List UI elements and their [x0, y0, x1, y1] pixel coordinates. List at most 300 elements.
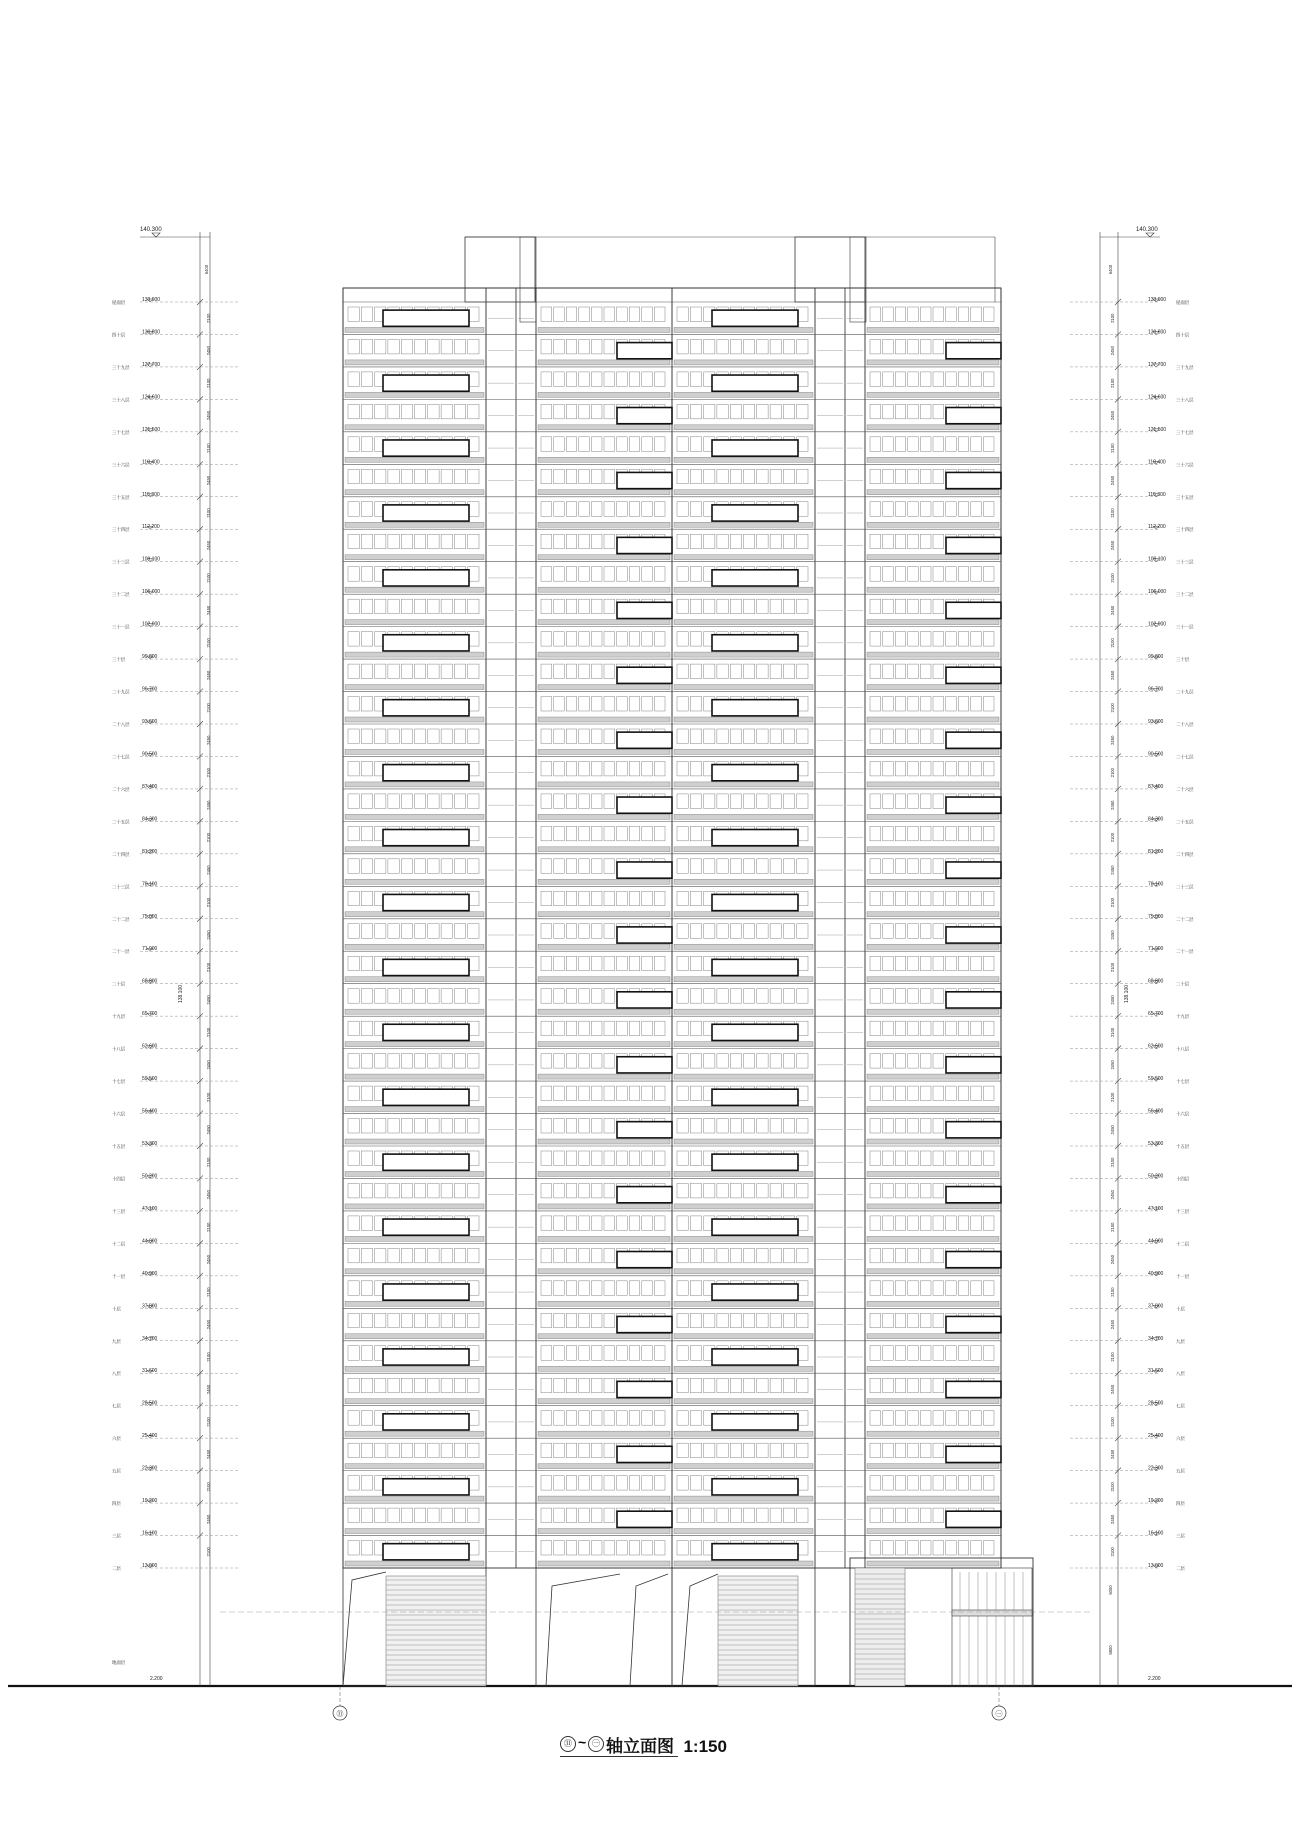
window-pane: [895, 469, 906, 483]
window-pane: [690, 761, 701, 775]
roof-dim-left: 6400: [204, 264, 209, 275]
window-pane: [401, 404, 412, 418]
window-pane: [375, 1443, 386, 1457]
balcony-band: [674, 587, 813, 592]
window-pane: [361, 404, 372, 418]
window-pane: [883, 1119, 894, 1133]
window-pane: [566, 1248, 577, 1262]
window-pane: [348, 372, 359, 386]
window-pane: [604, 794, 615, 808]
window-pane: [554, 664, 565, 678]
window-pane: [946, 1216, 957, 1230]
window-pane: [541, 1119, 552, 1133]
window-pane: [933, 1021, 944, 1035]
window-pane: [883, 1378, 894, 1392]
window-pane: [604, 1346, 615, 1360]
window-pane: [883, 307, 894, 321]
window-pane: [744, 729, 755, 743]
balcony-band: [538, 782, 670, 787]
floor-dim-left: 2450: [206, 410, 211, 421]
window-pane: [579, 1378, 590, 1392]
balcony-band: [538, 1042, 670, 1047]
floor-name-left: 十层: [112, 1306, 121, 1312]
window-pane: [946, 891, 957, 905]
balcony-band: [345, 1074, 484, 1079]
window-pane: [983, 502, 994, 516]
balcony-band: [345, 1269, 484, 1274]
floor-dim-right: 2450: [1110, 1449, 1115, 1460]
window-pane: [920, 1248, 931, 1262]
window-pane: [983, 307, 994, 321]
window-pane: [958, 1541, 969, 1555]
window-pane: [783, 794, 794, 808]
balcony-band: [674, 522, 813, 527]
window-pane: [541, 567, 552, 581]
window-pane: [690, 404, 701, 418]
projecting-bay: [383, 894, 469, 910]
window-pane: [579, 1183, 590, 1197]
window-pane: [690, 1346, 701, 1360]
window-pane: [783, 729, 794, 743]
window-pane: [717, 404, 728, 418]
window-pane: [870, 307, 881, 321]
floor-dim-right: 2450: [1110, 410, 1115, 421]
projecting-bay: [383, 1479, 469, 1495]
window-pane: [401, 1508, 412, 1522]
floor-elevation-right: 19.200: [1148, 1498, 1164, 1505]
window-pane: [591, 1183, 602, 1197]
window-pane: [757, 1378, 768, 1392]
projecting-bay: [383, 1219, 469, 1235]
window-pane: [629, 826, 640, 840]
window-pane: [690, 632, 701, 646]
floor-dim-left: 2100: [206, 1027, 211, 1038]
floor-elevation-left: 40.900: [142, 1270, 158, 1277]
window-pane: [770, 469, 781, 483]
window-pane: [554, 339, 565, 353]
window-pane: [541, 1313, 552, 1327]
window-pane: [541, 989, 552, 1003]
window-pane: [441, 1054, 452, 1068]
balcony-band: [538, 1236, 670, 1241]
projecting-bay: [946, 862, 1001, 878]
window-pane: [415, 1378, 426, 1392]
floor-dim-left: 2100: [206, 573, 211, 583]
title-label: [606, 1732, 727, 1757]
window-pane: [441, 859, 452, 873]
window-pane: [920, 437, 931, 451]
ground-floor-name: 地面层: [112, 1660, 126, 1665]
window-pane: [468, 1443, 479, 1457]
window-pane: [895, 989, 906, 1003]
window-pane: [971, 1086, 982, 1100]
window-pane: [677, 1248, 688, 1262]
floor-elevation-left: 121.500: [142, 426, 161, 433]
window-pane: [690, 956, 701, 970]
window-pane: [983, 1216, 994, 1230]
window-pane: [348, 989, 359, 1003]
window-pane: [757, 534, 768, 548]
floor-elevation-right: 109.100: [1148, 556, 1167, 563]
window-pane: [591, 469, 602, 483]
window-pane: [604, 1378, 615, 1392]
window-pane: [348, 1183, 359, 1197]
window-pane: [983, 761, 994, 775]
window-pane: [604, 761, 615, 775]
window-pane: [908, 534, 919, 548]
balcony-band: [345, 1236, 484, 1241]
window-pane: [361, 1281, 372, 1295]
window-pane: [541, 1411, 552, 1425]
balcony-band: [345, 457, 484, 462]
window-pane: [428, 1054, 439, 1068]
window-pane: [468, 1378, 479, 1392]
window-pane: [629, 1216, 640, 1230]
window-pane: [654, 1216, 665, 1230]
window-pane: [388, 989, 399, 1003]
window-pane: [704, 664, 715, 678]
window-pane: [895, 1541, 906, 1555]
window-pane: [704, 1119, 715, 1133]
window-pane: [983, 632, 994, 646]
window-pane: [617, 761, 628, 775]
window-pane: [554, 632, 565, 646]
floor-name-left: 屋面层: [112, 300, 126, 305]
projecting-bay: [712, 505, 798, 521]
balcony-band: [867, 847, 999, 852]
window-pane: [797, 1248, 808, 1262]
window-pane: [730, 1378, 741, 1392]
window-pane: [541, 859, 552, 873]
floor-name-left: 十七层: [112, 1079, 126, 1085]
window-pane: [604, 1443, 615, 1457]
window-pane: [554, 1476, 565, 1490]
balcony-band: [538, 1464, 670, 1469]
window-pane: [415, 859, 426, 873]
window-pane: [566, 1378, 577, 1392]
floor-dim-left: 2450: [206, 930, 211, 940]
floor-name-left: 六层: [112, 1436, 121, 1442]
floor-name-left: 七层: [112, 1403, 121, 1409]
window-pane: [933, 372, 944, 386]
window-pane: [717, 1183, 728, 1197]
window-pane: [770, 1443, 781, 1457]
window-pane: [554, 826, 565, 840]
window-pane: [541, 664, 552, 678]
floor-dim-left: 2100: [206, 313, 211, 323]
window-pane: [870, 632, 881, 646]
window-pane: [566, 632, 577, 646]
window-pane: [946, 761, 957, 775]
window-pane: [428, 989, 439, 1003]
window-pane: [554, 1054, 565, 1068]
window-pane: [454, 1054, 465, 1068]
window-pane: [677, 1183, 688, 1197]
balcony-band: [674, 1009, 813, 1014]
window-pane: [361, 1508, 372, 1522]
window-pane: [677, 372, 688, 386]
window-pane: [895, 632, 906, 646]
window-pane: [933, 924, 944, 938]
window-pane: [895, 1086, 906, 1100]
window-pane: [415, 469, 426, 483]
window-pane: [677, 1086, 688, 1100]
window-pane: [920, 1086, 931, 1100]
window-pane: [401, 1119, 412, 1133]
window-pane: [428, 1119, 439, 1133]
projecting-bay: [383, 959, 469, 975]
window-pane: [895, 891, 906, 905]
window-pane: [770, 1119, 781, 1133]
balcony-band: [674, 1366, 813, 1371]
window-pane: [730, 794, 741, 808]
window-pane: [783, 664, 794, 678]
window-pane: [920, 924, 931, 938]
balcony-band: [867, 1301, 999, 1306]
window-pane: [797, 1443, 808, 1457]
floor-name-right: 三十层: [1176, 657, 1190, 663]
window-pane: [566, 891, 577, 905]
window-pane: [677, 632, 688, 646]
window-pane: [348, 307, 359, 321]
floor-elevation-right: 50.200: [1148, 1173, 1164, 1180]
window-pane: [554, 599, 565, 613]
floor-elevation-right: 124.600: [1148, 394, 1167, 401]
window-pane: [757, 1054, 768, 1068]
window-pane: [441, 534, 452, 548]
window-pane: [441, 989, 452, 1003]
floor-name-left: 十九层: [112, 1014, 126, 1020]
window-pane: [783, 1248, 794, 1262]
floor-dim-right: 2100: [1110, 1222, 1115, 1232]
window-pane: [895, 1216, 906, 1230]
window-pane: [642, 1411, 653, 1425]
window-pane: [920, 1476, 931, 1490]
window-pane: [375, 469, 386, 483]
window-pane: [361, 826, 372, 840]
window-pane: [677, 1378, 688, 1392]
window-pane: [717, 339, 728, 353]
window-pane: [428, 729, 439, 743]
window-pane: [388, 1313, 399, 1327]
balcony-band: [867, 1366, 999, 1371]
window-pane: [717, 924, 728, 938]
floor-name-left: 十二层: [112, 1241, 126, 1247]
floor-name-left: 三十一层: [112, 624, 130, 630]
podium-b: [536, 1568, 672, 1686]
window-pane: [566, 469, 577, 483]
balcony-band: [674, 1042, 813, 1047]
window-pane: [375, 599, 386, 613]
floor-name-right: 八层: [1176, 1371, 1185, 1377]
window-pane: [983, 1021, 994, 1035]
floor-dim-right: 2100: [1110, 832, 1115, 843]
window-pane: [654, 1476, 665, 1490]
window-pane: [566, 1054, 577, 1068]
balcony-band: [867, 1009, 999, 1014]
window-pane: [654, 1346, 665, 1360]
window-pane: [933, 1281, 944, 1295]
window-pane: [468, 989, 479, 1003]
window-pane: [604, 826, 615, 840]
window-pane: [629, 891, 640, 905]
balcony-band: [867, 327, 999, 332]
floor-dim-right: 2450: [1110, 1514, 1115, 1524]
window-pane: [468, 729, 479, 743]
window-pane: [797, 1313, 808, 1327]
window-pane: [895, 1021, 906, 1035]
window-pane: [895, 697, 906, 711]
window-pane: [591, 891, 602, 905]
window-pane: [971, 1476, 982, 1490]
window-pane: [348, 339, 359, 353]
window-pane: [415, 924, 426, 938]
window-pane: [870, 437, 881, 451]
window-pane: [770, 1248, 781, 1262]
window-pane: [908, 404, 919, 418]
window-pane: [933, 1541, 944, 1555]
canopy-leg: [630, 1574, 668, 1686]
window-pane: [908, 372, 919, 386]
balcony-band: [674, 1204, 813, 1209]
window-pane: [895, 761, 906, 775]
window-pane: [375, 794, 386, 808]
projecting-bay: [617, 472, 672, 488]
balcony-band: [345, 685, 484, 690]
floor-elevation-right: 133.900: [1148, 297, 1167, 303]
window-pane: [870, 1281, 881, 1295]
window-pane: [895, 956, 906, 970]
window-pane: [704, 1248, 715, 1262]
core-left: [486, 288, 516, 1568]
window-pane: [971, 826, 982, 840]
window-pane: [920, 1346, 931, 1360]
balcony-band: [674, 977, 813, 982]
window-pane: [870, 1541, 881, 1555]
window-pane: [541, 404, 552, 418]
balcony-band: [867, 782, 999, 787]
window-pane: [971, 1151, 982, 1165]
balcony-band: [538, 327, 670, 332]
balcony-band: [674, 944, 813, 949]
window-pane: [388, 1054, 399, 1068]
floor-elevation-right: 65.700: [1148, 1011, 1164, 1018]
window-pane: [958, 1086, 969, 1100]
window-pane: [946, 1151, 957, 1165]
window-pane: [983, 826, 994, 840]
window-pane: [895, 1508, 906, 1522]
window-pane: [579, 469, 590, 483]
window-pane: [770, 599, 781, 613]
window-pane: [870, 761, 881, 775]
window-pane: [604, 372, 615, 386]
projecting-bay: [617, 1446, 672, 1462]
window-pane: [617, 1021, 628, 1035]
floor-name-right: 三十二层: [1176, 592, 1194, 598]
floor-elevation-right: 96.700: [1148, 686, 1164, 693]
balcony-band: [345, 1496, 484, 1501]
window-pane: [704, 1183, 715, 1197]
window-pane: [883, 502, 894, 516]
window-pane: [677, 1476, 688, 1490]
window-pane: [690, 1119, 701, 1133]
window-pane: [677, 404, 688, 418]
window-pane: [920, 339, 931, 353]
window-pane: [933, 469, 944, 483]
balcony-band: [538, 879, 670, 884]
window-pane: [554, 1313, 565, 1327]
window-pane: [797, 729, 808, 743]
window-pane: [441, 794, 452, 808]
window-pane: [654, 1021, 665, 1035]
window-pane: [654, 567, 665, 581]
window-pane: [541, 956, 552, 970]
floor-elevation-right: 93.600: [1148, 719, 1164, 725]
floor-name-left: 二十四层: [112, 851, 130, 857]
window-pane: [690, 502, 701, 516]
window-pane: [468, 1054, 479, 1068]
balcony-band: [345, 1529, 484, 1534]
window-pane: [554, 1411, 565, 1425]
floor-name-right: 四十层: [1176, 332, 1190, 338]
window-pane: [908, 599, 919, 613]
balcony-band: [867, 1334, 999, 1339]
window-pane: [730, 1443, 741, 1457]
window-pane: [770, 1054, 781, 1068]
balcony-band: [867, 522, 999, 527]
window-pane: [908, 1378, 919, 1392]
window-pane: [920, 1313, 931, 1327]
window-pane: [441, 924, 452, 938]
window-pane: [933, 1313, 944, 1327]
window-pane: [554, 1346, 565, 1360]
window-pane: [415, 534, 426, 548]
window-pane: [883, 826, 894, 840]
window-pane: [441, 1119, 452, 1133]
balcony-band: [345, 814, 484, 819]
window-pane: [690, 469, 701, 483]
window-pane: [454, 729, 465, 743]
window-pane: [604, 1054, 615, 1068]
window-pane: [604, 1216, 615, 1230]
balcony-band: [867, 749, 999, 754]
window-pane: [415, 1248, 426, 1262]
balcony-band: [674, 1107, 813, 1112]
window-pane: [704, 794, 715, 808]
balcony-band: [345, 392, 484, 397]
floor-dim-right: 2100: [1110, 1547, 1115, 1557]
window-pane: [908, 1313, 919, 1327]
window-pane: [744, 989, 755, 1003]
window-pane: [579, 372, 590, 386]
floor-dim-left: 2100: [206, 1482, 211, 1492]
window-pane: [591, 956, 602, 970]
window-pane: [401, 1313, 412, 1327]
window-pane: [604, 891, 615, 905]
window-pane: [690, 1086, 701, 1100]
window-pane: [983, 567, 994, 581]
window-pane: [946, 956, 957, 970]
window-pane: [361, 534, 372, 548]
window-pane: [541, 502, 552, 516]
window-pane: [730, 599, 741, 613]
balcony-band: [538, 847, 670, 852]
projecting-bay: [383, 1154, 469, 1170]
window-pane: [933, 1378, 944, 1392]
window-pane: [690, 729, 701, 743]
floor-elevation-left: 47.100: [142, 1205, 158, 1212]
window-pane: [971, 697, 982, 711]
